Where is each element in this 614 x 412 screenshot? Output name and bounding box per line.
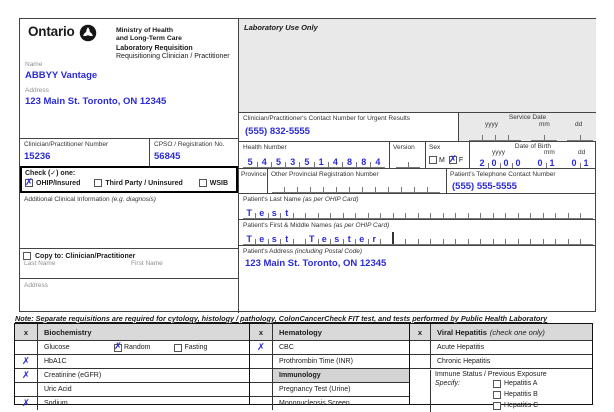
viral-hepatitis-section xyxy=(410,323,593,409)
char-cell xyxy=(443,205,456,218)
char-cell xyxy=(456,231,469,244)
biochemistry-title: Biochemistry xyxy=(44,327,92,337)
additional-clinical-label: Additional Clinical Information xyxy=(24,196,110,203)
char-cell xyxy=(381,231,394,244)
char-cell xyxy=(518,205,531,218)
requisition-form-body xyxy=(19,18,596,312)
ohip-insured-label: OHIP/Insured xyxy=(36,179,81,187)
patient-last-name-hint: (as per OHIP Card) xyxy=(302,196,359,203)
char-cell xyxy=(381,205,394,218)
char-cell xyxy=(406,205,419,218)
pregnancy-label: Pregnancy Test (Urine) xyxy=(279,386,351,393)
hematology-title: Hematology xyxy=(279,327,322,337)
char-cell xyxy=(468,231,481,244)
char-cell xyxy=(362,181,375,192)
additional-clinical-info-box[interactable] xyxy=(20,193,238,248)
char-cell: 1 xyxy=(583,158,589,168)
char-cell: e xyxy=(256,231,269,244)
test-row-creatinine xyxy=(15,368,249,382)
char-cell: 8 xyxy=(342,154,356,167)
char-cell: 5 xyxy=(243,154,257,167)
char-cell xyxy=(431,205,444,218)
char-cell xyxy=(581,231,594,244)
char-cell xyxy=(293,231,306,244)
ohip-insured-checkbox[interactable] xyxy=(25,176,33,188)
patient-address-box xyxy=(238,245,596,313)
test-row-prothrombin xyxy=(250,354,409,368)
clinician-number-box xyxy=(20,138,149,166)
service-date-label: Service Date xyxy=(508,114,547,121)
char-cell: s xyxy=(268,231,281,244)
immunology-x-cell xyxy=(250,369,273,382)
char-cell: 5 xyxy=(271,154,285,167)
chronic-hepatitis-label: Chronic Hepatitis xyxy=(437,358,491,365)
char-cell: 5 xyxy=(300,154,314,167)
health-number-field[interactable] xyxy=(243,154,385,168)
char-cell xyxy=(431,231,444,244)
char-cell xyxy=(506,205,519,218)
test-row-hba1c xyxy=(15,354,249,368)
glucose-x-cell[interactable] xyxy=(15,341,38,354)
char-cell xyxy=(318,205,331,218)
laboratory-use-only-area xyxy=(238,19,596,113)
form-title: Laboratory Requisition xyxy=(116,45,193,52)
char-cell: 4 xyxy=(328,154,342,167)
char-cell xyxy=(556,205,569,218)
char-cell xyxy=(343,205,356,218)
char-cell xyxy=(356,205,369,218)
copy-to-checkbox[interactable] xyxy=(23,252,31,260)
immune-status-row xyxy=(410,368,592,412)
test-row-chronic-hepatitis xyxy=(410,354,592,368)
immune-status-x-cell[interactable] xyxy=(410,370,431,412)
immune-status-label: Immune Status / Previous Exposure xyxy=(435,371,547,378)
separate-requisitions-note: Note: Separate requisitions are required for cytology, histology / pathology, ColonCancerCheck FIT test, and tests performed by Public Health Laboratory xyxy=(15,314,548,323)
copy-address-label: Address xyxy=(24,282,48,289)
clinician-address-label: Address xyxy=(25,87,49,94)
glucose-random-checkmark: ✗ xyxy=(114,341,122,352)
glucose-random-label: Random xyxy=(124,344,151,351)
creatinine-checkmark: ✗ xyxy=(22,370,30,381)
service-date-box[interactable] xyxy=(458,113,596,141)
patient-address-hint: (including Postal Code) xyxy=(294,248,363,255)
char-cell xyxy=(495,130,508,140)
char-cell xyxy=(324,181,337,192)
test-row-uric-acid xyxy=(15,382,249,396)
char-cell xyxy=(568,231,581,244)
biochemistry-x-header: x xyxy=(15,324,38,340)
hepatitis-b-checkbox[interactable] xyxy=(493,391,501,399)
char-cell: 0 xyxy=(500,156,512,168)
form-subtitle: Requisitioning Clinician / Practitioner xyxy=(116,53,230,60)
version-label: Version xyxy=(393,144,415,151)
version-field[interactable] xyxy=(396,157,420,168)
sex-f-checkmark: ✗ xyxy=(448,153,457,165)
patient-last-name-field[interactable] xyxy=(243,205,593,219)
patient-first-name-box xyxy=(238,219,596,245)
third-party-label: Third Party / Uninsured xyxy=(105,179,183,187)
wsib-checkbox[interactable] xyxy=(199,179,207,187)
char-cell xyxy=(293,205,306,218)
char-cell xyxy=(396,157,408,167)
cpso-box xyxy=(149,138,238,166)
char-cell xyxy=(375,181,388,192)
province-box[interactable] xyxy=(238,168,267,193)
sodium-label: Sodium xyxy=(44,400,68,407)
service-date-mm-field[interactable] xyxy=(531,130,557,141)
cbc-checkmark: ✗ xyxy=(257,342,265,353)
third-party-checkbox[interactable] xyxy=(94,179,102,187)
creatinine-label: Creatinine (eGFR) xyxy=(44,372,102,379)
other-provincial-reg-field[interactable] xyxy=(272,181,440,193)
sex-label: Sex xyxy=(429,144,441,151)
char-cell: s xyxy=(331,231,344,244)
immunology-subheader-row xyxy=(250,368,409,382)
hepatitis-c-checkbox[interactable] xyxy=(493,402,501,410)
viral-hepatitis-title-hint: (check one only) xyxy=(489,327,545,337)
char-cell: 2 xyxy=(476,156,488,168)
ontario-wordmark: Ontario xyxy=(28,24,75,39)
biochemistry-section xyxy=(14,323,250,409)
clinician-address-value[interactable]: 123 Main St. Toronto, ON 12345 xyxy=(25,96,167,107)
patient-last-name-box xyxy=(238,193,596,219)
patient-last-name-label: Patient's Last Name xyxy=(243,196,301,203)
sex-f-label: F xyxy=(458,156,464,164)
char-cell: 0 xyxy=(515,158,521,168)
cpso-label: CPSO / Registration No. xyxy=(154,141,225,148)
char-cell xyxy=(311,181,324,192)
health-number-box xyxy=(238,141,389,168)
wsib-label: WSIB xyxy=(209,179,229,187)
service-date-yyyy-label: yyyy xyxy=(485,121,498,128)
char-cell xyxy=(418,205,431,218)
hepatitis-a-label: Hepatitis A xyxy=(504,380,538,387)
immunology-subheader: Immunology xyxy=(273,369,409,382)
additional-clinical-hint: (e.g. diagnosis) xyxy=(111,196,156,203)
clinician-name-label: Name xyxy=(25,61,43,68)
patient-address-value[interactable]: 123 Main St. Toronto, ON 12345 xyxy=(245,258,387,269)
char-cell xyxy=(518,231,531,244)
char-cell xyxy=(272,181,285,192)
patient-first-name-hint: (as per OHIP Card) xyxy=(333,222,390,229)
test-row-cbc xyxy=(250,340,409,354)
urgent-contact-value[interactable]: (555) 832-5555 xyxy=(245,126,310,137)
char-cell xyxy=(493,205,506,218)
hematology-header-row xyxy=(250,324,409,340)
char-cell xyxy=(482,130,495,140)
char-cell xyxy=(468,205,481,218)
clinician-number-value[interactable]: 15236 xyxy=(24,151,51,162)
mononucleosis-x-cell[interactable] xyxy=(250,397,273,410)
urgent-contact-box xyxy=(238,113,458,141)
patient-first-name-label: Patient's First & Middle Names xyxy=(243,222,332,229)
viral-hepatitis-x-header: x xyxy=(410,324,431,340)
glucose-label: Glucose xyxy=(44,344,70,351)
test-row-glucose xyxy=(15,340,249,354)
copy-to-address-box[interactable] xyxy=(20,278,238,311)
char-cell xyxy=(481,205,494,218)
test-row-acute-hepatitis xyxy=(410,340,592,354)
ministry-name xyxy=(116,27,182,43)
patient-first-name-field[interactable] xyxy=(243,231,593,245)
sex-box xyxy=(425,141,469,168)
char-cell: t xyxy=(281,231,294,244)
char-cell xyxy=(481,231,494,244)
hematology-x-header: x xyxy=(250,324,273,340)
other-provincial-reg-label: Other Provincial Registration Number xyxy=(271,171,379,178)
clinician-number-label: Clinician/Practitioner Number xyxy=(24,141,109,148)
char-cell xyxy=(543,205,556,218)
cpso-value[interactable]: 56845 xyxy=(154,151,181,162)
ontario-brand xyxy=(28,24,97,47)
hepatitis-a-checkbox[interactable] xyxy=(493,380,501,388)
char-cell: e xyxy=(256,205,269,218)
other-provincial-reg-box xyxy=(267,168,446,193)
char-cell: e xyxy=(318,231,331,244)
char-cell xyxy=(544,130,557,140)
char-cell xyxy=(418,231,431,244)
char-cell xyxy=(408,157,420,167)
biochemistry-header-row xyxy=(15,324,249,340)
ministry-line1: Ministry of Health xyxy=(116,27,174,34)
uric-acid-x-cell[interactable] xyxy=(15,383,38,396)
char-cell xyxy=(306,205,319,218)
char-cell: 4 xyxy=(375,157,381,167)
char-cell: 0 xyxy=(568,156,580,168)
char-cell xyxy=(531,130,544,140)
viral-hepatitis-title: Viral Hepatitis xyxy=(437,327,487,337)
health-number-label: Health Number xyxy=(243,144,287,151)
clinician-name-value[interactable]: ABBYY Vantage xyxy=(25,70,98,81)
hba1c-label: HbA1C xyxy=(44,358,67,365)
cbc-label: CBC xyxy=(279,344,294,351)
hba1c-x-cell[interactable] xyxy=(15,355,38,368)
ministry-line2: and Long-Term Care xyxy=(116,35,182,42)
char-cell: 1 xyxy=(549,158,555,168)
char-cell: 3 xyxy=(286,154,300,167)
sodium-checkmark: ✗ xyxy=(22,398,30,409)
char-cell xyxy=(493,231,506,244)
patient-phone-box xyxy=(446,168,596,193)
service-date-mm-label: mm xyxy=(539,121,550,128)
glucose-fasting-checkbox[interactable] xyxy=(174,344,182,352)
date-of-birth-box xyxy=(469,141,596,168)
char-cell xyxy=(506,231,519,244)
char-cell xyxy=(406,231,419,244)
copy-first-name-label: First Name xyxy=(131,260,163,267)
laboratory-use-only-label: Laboratory Use Only xyxy=(244,23,318,32)
char-cell xyxy=(568,205,581,218)
viral-hepatitis-header-row xyxy=(410,324,592,340)
creatinine-x-cell[interactable] xyxy=(15,369,38,382)
test-row-sodium xyxy=(15,396,249,410)
char-cell xyxy=(414,181,427,192)
acute-hepatitis-label: Acute Hepatitis xyxy=(437,344,485,351)
char-cell xyxy=(508,130,521,140)
char-cell: 8 xyxy=(357,154,371,167)
dob-label: Date of Birth xyxy=(514,143,552,150)
char-cell xyxy=(388,181,401,192)
char-cell xyxy=(443,231,456,244)
billing-check-one-box xyxy=(20,166,238,193)
chronic-hepatitis-x-cell[interactable] xyxy=(410,355,431,368)
pregnancy-x-cell[interactable] xyxy=(250,383,273,396)
char-cell xyxy=(393,231,406,244)
specify-label: Specify: xyxy=(435,380,460,387)
mononucleosis-label: Mononucleosis Screen xyxy=(279,400,350,407)
hepatitis-b-label: Hepatitis B xyxy=(504,391,538,398)
glucose-random-checkbox[interactable] xyxy=(114,341,122,352)
char-cell: T xyxy=(306,231,319,244)
char-cell xyxy=(469,130,482,140)
hba1c-checkmark: ✗ xyxy=(22,356,30,367)
acute-hepatitis-x-cell[interactable] xyxy=(410,341,431,354)
char-cell xyxy=(456,205,469,218)
hepatitis-c-label: Hepatitis C xyxy=(504,402,539,409)
char-cell: t xyxy=(343,231,356,244)
sodium-x-cell[interactable] xyxy=(15,397,38,410)
sex-m-checkbox[interactable] xyxy=(429,156,437,164)
copy-last-name-label: Last Name xyxy=(24,260,56,267)
char-cell: 4 xyxy=(257,154,271,167)
char-cell: 1 xyxy=(314,154,328,167)
char-cell xyxy=(556,231,569,244)
ontario-trillium-logo-icon xyxy=(79,24,97,47)
char-cell xyxy=(567,130,580,140)
service-date-dd-label: dd xyxy=(575,121,583,128)
char-cell xyxy=(393,205,406,218)
check-one-label: Check (✓) one: xyxy=(25,170,76,177)
char-cell xyxy=(285,181,298,192)
char-cell xyxy=(581,205,594,218)
char-cell xyxy=(337,181,350,192)
char-cell xyxy=(543,231,556,244)
patient-phone-label: Patient's Telephone Contact Number xyxy=(450,171,556,178)
prothrombin-x-cell[interactable] xyxy=(250,355,273,368)
province-label: Province xyxy=(241,171,267,178)
char-cell: t xyxy=(281,205,294,218)
char-cell: 0 xyxy=(488,156,500,168)
char-cell xyxy=(298,181,311,192)
sex-m-label: M xyxy=(439,156,445,164)
patient-phone-value[interactable]: (555) 555-5555 xyxy=(452,181,517,192)
copy-to-label: Copy to: Clinician/Practitioner xyxy=(35,252,136,260)
cbc-x-cell[interactable] xyxy=(250,341,273,354)
version-box xyxy=(389,141,425,168)
dob-dd-label: dd xyxy=(578,149,586,156)
char-cell: e xyxy=(356,231,369,244)
char-cell xyxy=(531,231,544,244)
hematology-section xyxy=(250,323,410,405)
sex-f-checkbox[interactable] xyxy=(448,153,457,165)
char-cell xyxy=(350,181,363,192)
char-cell: T xyxy=(243,205,256,218)
patient-address-label: Patient's Address xyxy=(243,248,294,255)
urgent-contact-label: Clinician/Practitioner's Contact Number for Urgent Results xyxy=(243,115,411,122)
char-cell xyxy=(331,205,344,218)
test-row-mononucleosis xyxy=(250,396,409,410)
test-row-pregnancy xyxy=(250,382,409,396)
uric-acid-label: Uric Acid xyxy=(44,386,72,393)
char-cell xyxy=(368,205,381,218)
ohip-checkmark: ✗ xyxy=(25,176,33,188)
char-cell xyxy=(401,181,414,192)
char-cell xyxy=(531,205,544,218)
service-date-yyyy-field[interactable] xyxy=(469,130,521,141)
char-cell: r xyxy=(368,231,381,244)
char-cell xyxy=(580,130,593,140)
char-cell: 0 xyxy=(534,156,546,168)
char-cell: T xyxy=(243,231,256,244)
dob-mm-label: mm xyxy=(544,149,555,156)
glucose-fasting-label: Fasting xyxy=(184,344,208,351)
copy-to-box xyxy=(20,248,238,278)
char-cell xyxy=(427,181,440,192)
service-date-dd-field[interactable] xyxy=(567,130,593,141)
char-cell: s xyxy=(268,205,281,218)
dob-yyyy-label: yyyy xyxy=(492,149,505,156)
prothrombin-label: Prothrombin Time (INR) xyxy=(279,358,353,365)
